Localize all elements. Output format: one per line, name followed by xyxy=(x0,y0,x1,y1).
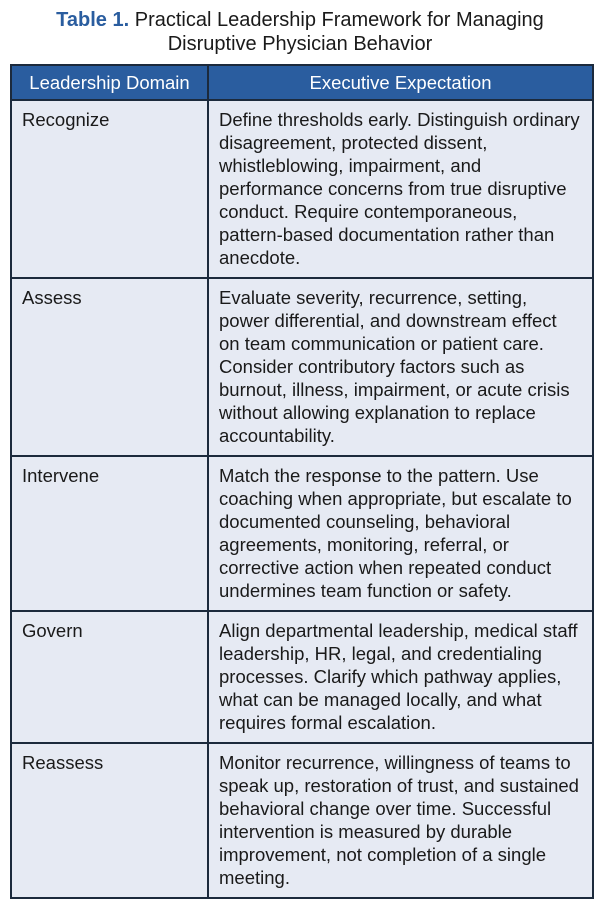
table-row xyxy=(11,743,593,898)
domain-cell: Intervene xyxy=(11,456,208,611)
table-label: Table 1. xyxy=(56,9,130,31)
expectation-cell: Evaluate severity, recurrence, setting, power differential, and downstream effect on team communication or patient care. Consider contributory factors such as burnout, illness, impairment, or acute crisis without allowing explanation to replace accountability. xyxy=(208,278,593,456)
domain-cell: Recognize xyxy=(11,100,208,278)
column-header-expectation: Executive Expectation xyxy=(208,65,593,100)
expectation-cell: Match the response to the pattern. Use coaching when appropriate, but escalate to documented counseling, behavioral agreements, monitoring, referral, or corrective action when repeated conduct undermines team function or safety. xyxy=(208,456,593,611)
expectation-cell: Monitor recurrence, willingness of teams to speak up, restoration of trust, and sustained behavioral change over time. Successful intervention is measured by durable improvement, not completion of a single meeting. xyxy=(208,743,593,898)
expectation-cell: Define thresholds early. Distinguish ordinary disagreement, protected dissent, whistleblowing, impairment, and performance concerns from true disruptive conduct. Require contemporaneous, pattern-based documentation rather than anecdote. xyxy=(208,100,593,278)
table-row xyxy=(11,100,593,278)
table-row xyxy=(11,611,593,743)
table-header-row xyxy=(11,65,593,100)
caption-line-1 xyxy=(0,8,600,32)
table-title-part-1: Practical Leadership Framework for Managing xyxy=(134,9,544,31)
table-row xyxy=(11,456,593,611)
domain-cell: Reassess xyxy=(11,743,208,898)
table-caption xyxy=(0,8,600,56)
leadership-framework-table xyxy=(10,64,594,899)
domain-cell: Govern xyxy=(11,611,208,743)
column-header-domain: Leadership Domain xyxy=(11,65,208,100)
domain-cell: Assess xyxy=(11,278,208,456)
expectation-cell: Align departmental leadership, medical staff leadership, HR, legal, and credentialing processes. Clarify which pathway applies, what can be managed locally, and what requires formal escalation. xyxy=(208,611,593,743)
table-title-part-2: Disruptive Physician Behavior xyxy=(167,33,433,55)
table-row xyxy=(11,278,593,456)
